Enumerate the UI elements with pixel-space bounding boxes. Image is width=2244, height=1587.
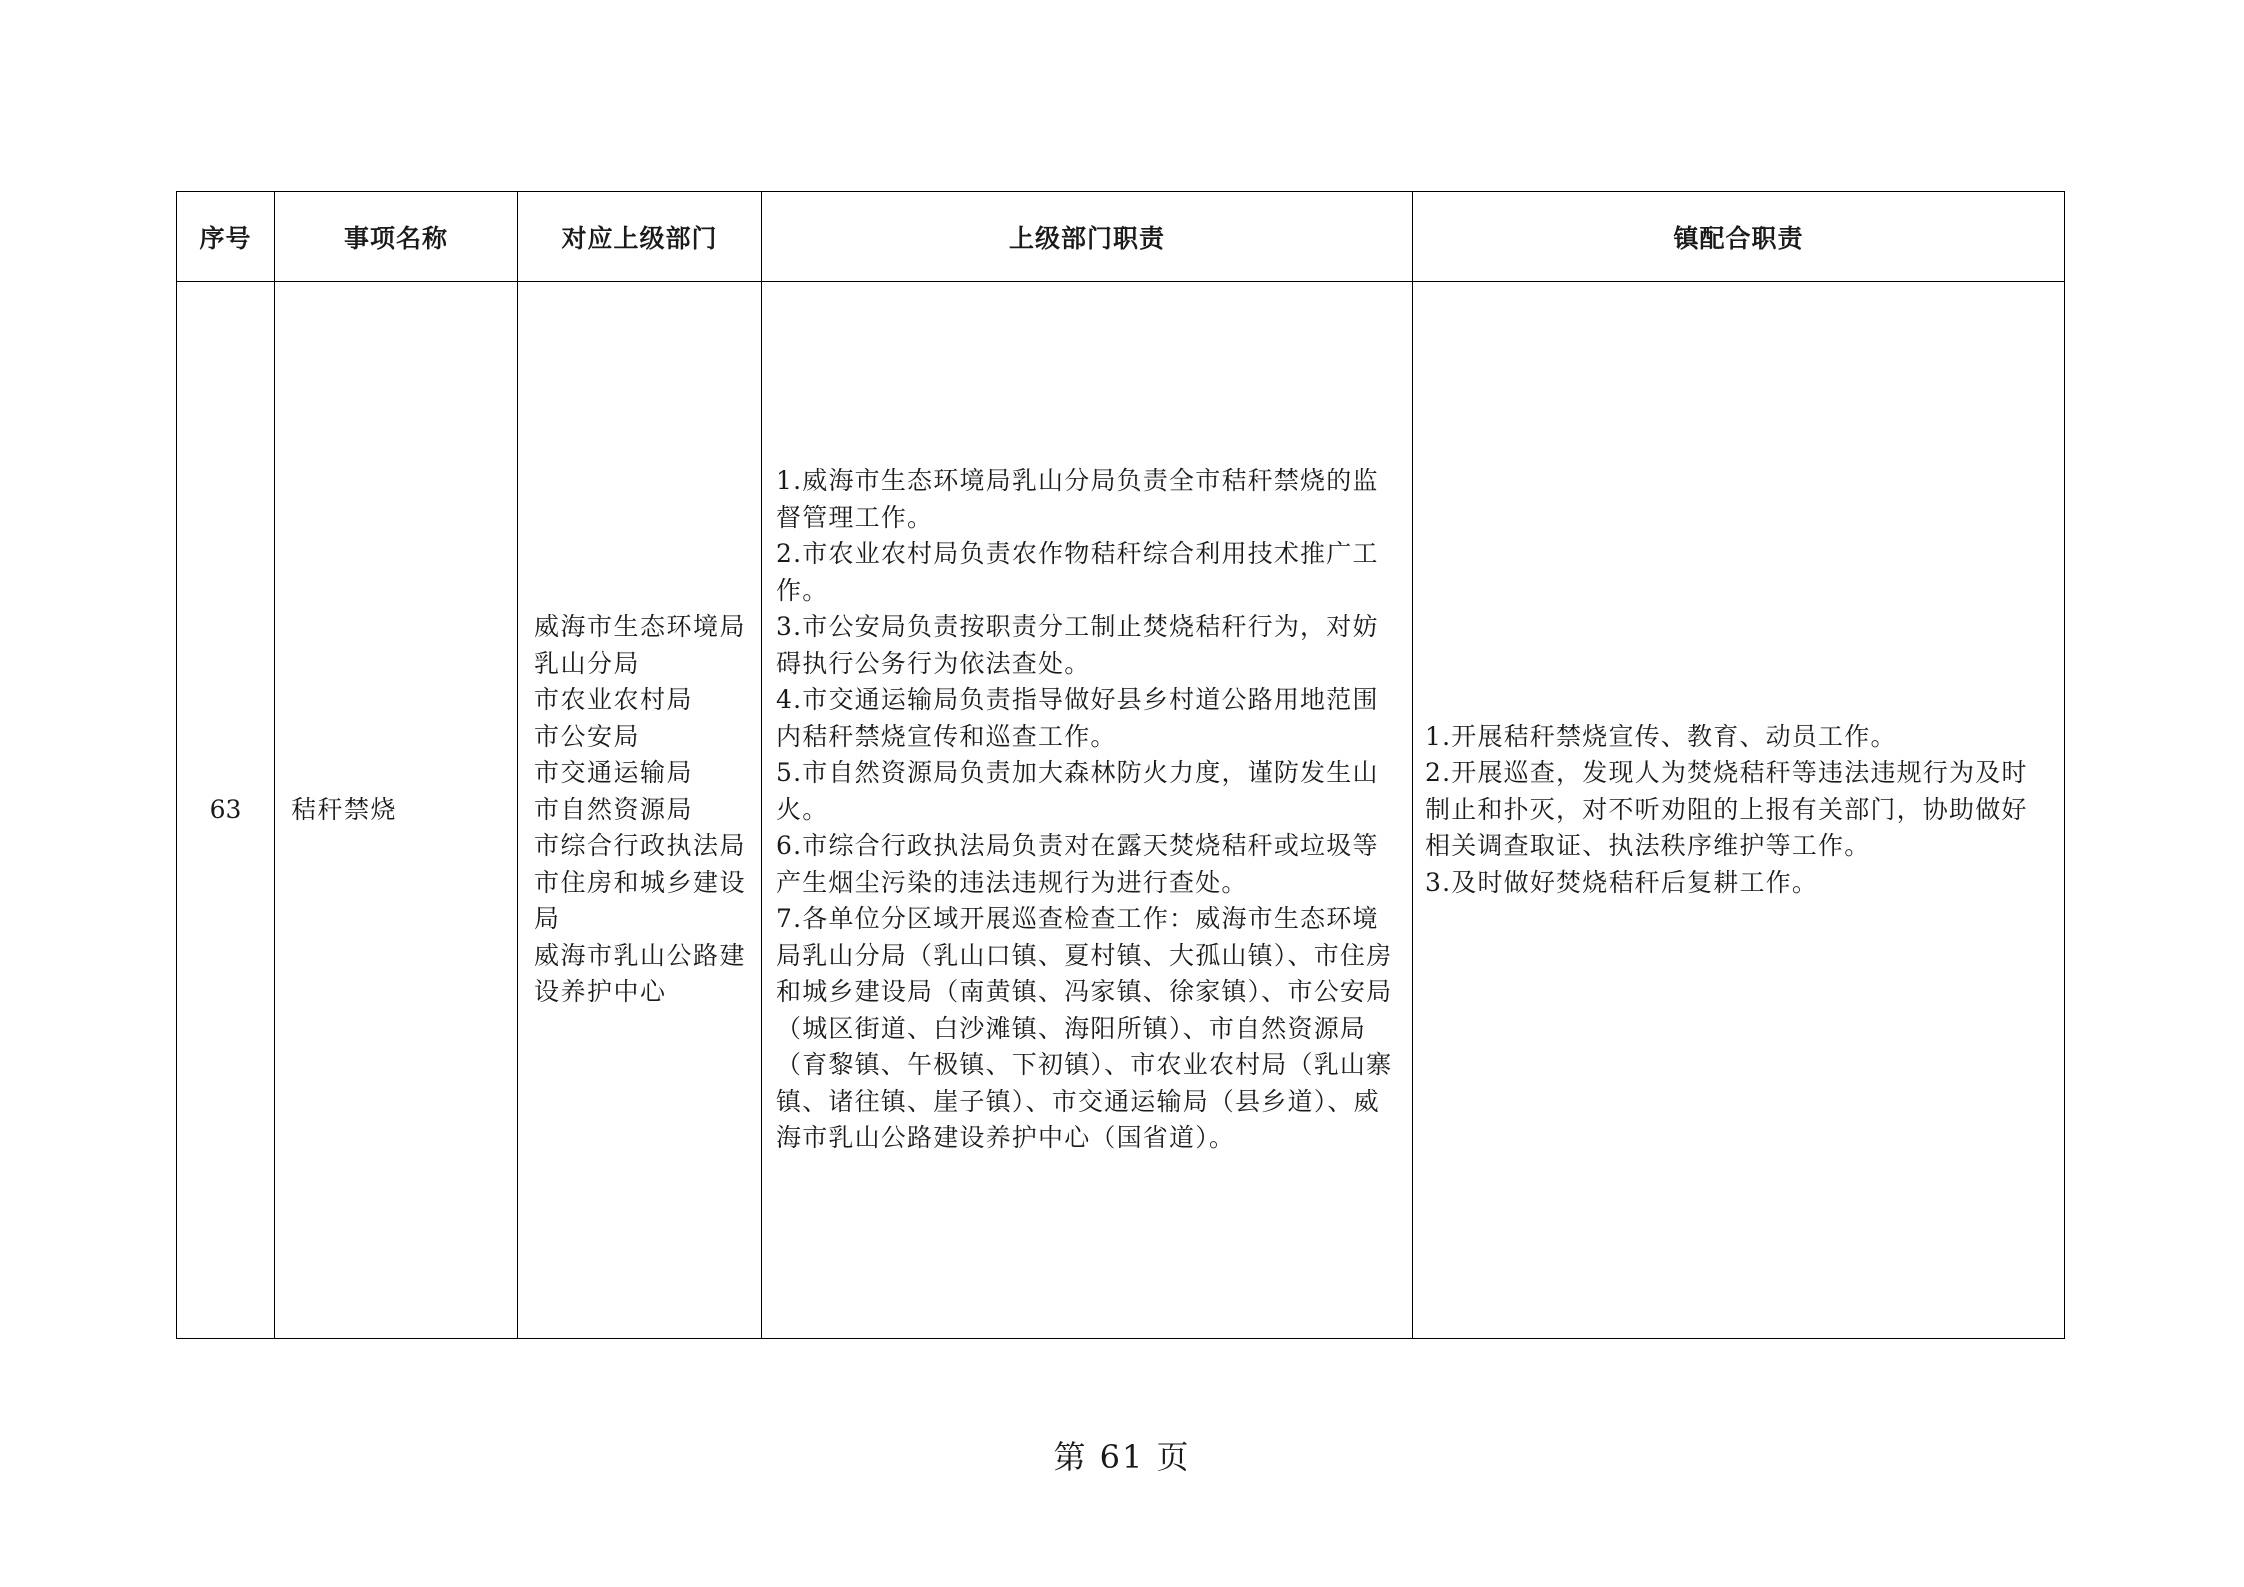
cell-upper-duties — [762, 282, 1413, 1339]
cell-item-name: 秸秆禁烧 — [275, 282, 518, 1339]
department-line: 威海市生态环境局乳山分局 — [534, 612, 747, 678]
upper-duty-item: 1.威海市生态环境局乳山分局负责全市秸秆禁烧的监督管理工作。 — [776, 466, 1379, 532]
department-line: 市住房和城乡建设局 — [534, 867, 747, 934]
upper-duty-item: 6.市综合行政执法局负责对在露天焚烧秸秆或垃圾等产生烟尘污染的违法违规行为进行查处。 — [776, 831, 1379, 897]
duty-table — [176, 191, 2065, 1339]
department-line: 威海市乳山公路建设养护中心 — [534, 940, 747, 1007]
department-line: 市综合行政执法局 — [534, 831, 747, 861]
cell-departments — [518, 282, 762, 1339]
table-header — [177, 192, 2065, 282]
page-number: 第 61 页 — [1053, 1438, 1191, 1476]
header-upper-duties: 上级部门职责 — [762, 192, 1413, 282]
upper-duty-item: 5.市自然资源局负责加大森林防火力度，谨防发生山火。 — [776, 758, 1379, 824]
header-upper-department: 对应上级部门 — [518, 192, 762, 282]
department-line: 市自然资源局 — [534, 794, 694, 824]
upper-duty-item: 7.各单位分区域开展巡查检查工作：威海市生态环境局乳山分局（乳山口镇、夏村镇、大孤山镇）、市住房和城乡建设局（南黄镇、冯家镇、徐家镇）、市公安局（城区街道、白沙滩镇、海阳所镇）、市自然资源局（育黎镇、午极镇、下初镇）、市农业农村局（乳山寨镇、诸往镇、崖子镇）、市交通运输局（县乡道）、威海市乳山公路建设养护中心（国省道）。 — [776, 904, 1393, 1153]
department-line: 市农业农村局 — [534, 685, 694, 715]
upper-duty-item: 2.市农业农村局负责农作物秸秆综合利用技术推广工作。 — [776, 539, 1379, 605]
town-duty-item: 1.开展秸秆禁烧宣传、教育、动员工作。 — [1425, 721, 1897, 751]
table-body — [177, 282, 2065, 1339]
header-serial-number: 序号 — [177, 192, 275, 282]
cell-serial-number: 63 — [177, 282, 275, 1339]
cell-town-duties — [1413, 282, 2065, 1339]
table-row — [177, 282, 2065, 1339]
header-town-duties: 镇配合职责 — [1413, 192, 2065, 282]
department-line: 市交通运输局 — [534, 758, 694, 788]
header-item-name: 事项名称 — [275, 192, 518, 282]
town-duty-item: 3.及时做好焚烧秸秆后复耕工作。 — [1425, 867, 1819, 897]
header-row — [177, 192, 2065, 282]
upper-duty-item: 3.市公安局负责按职责分工制止焚烧秸秆行为，对妨碍执行公务行为依法查处。 — [776, 612, 1379, 678]
town-duty-item: 2.开展巡查，发现人为焚烧秸秆等违法违规行为及时制止和扑灭，对不听劝阻的上报有关部门，协助做好相关调查取证、执法秩序维护等工作。 — [1425, 758, 2028, 861]
department-line: 市公安局 — [534, 721, 641, 751]
upper-duty-item: 4.市交通运输局负责指导做好县乡村道公路用地范围内秸秆禁烧宣传和巡查工作。 — [776, 685, 1379, 751]
